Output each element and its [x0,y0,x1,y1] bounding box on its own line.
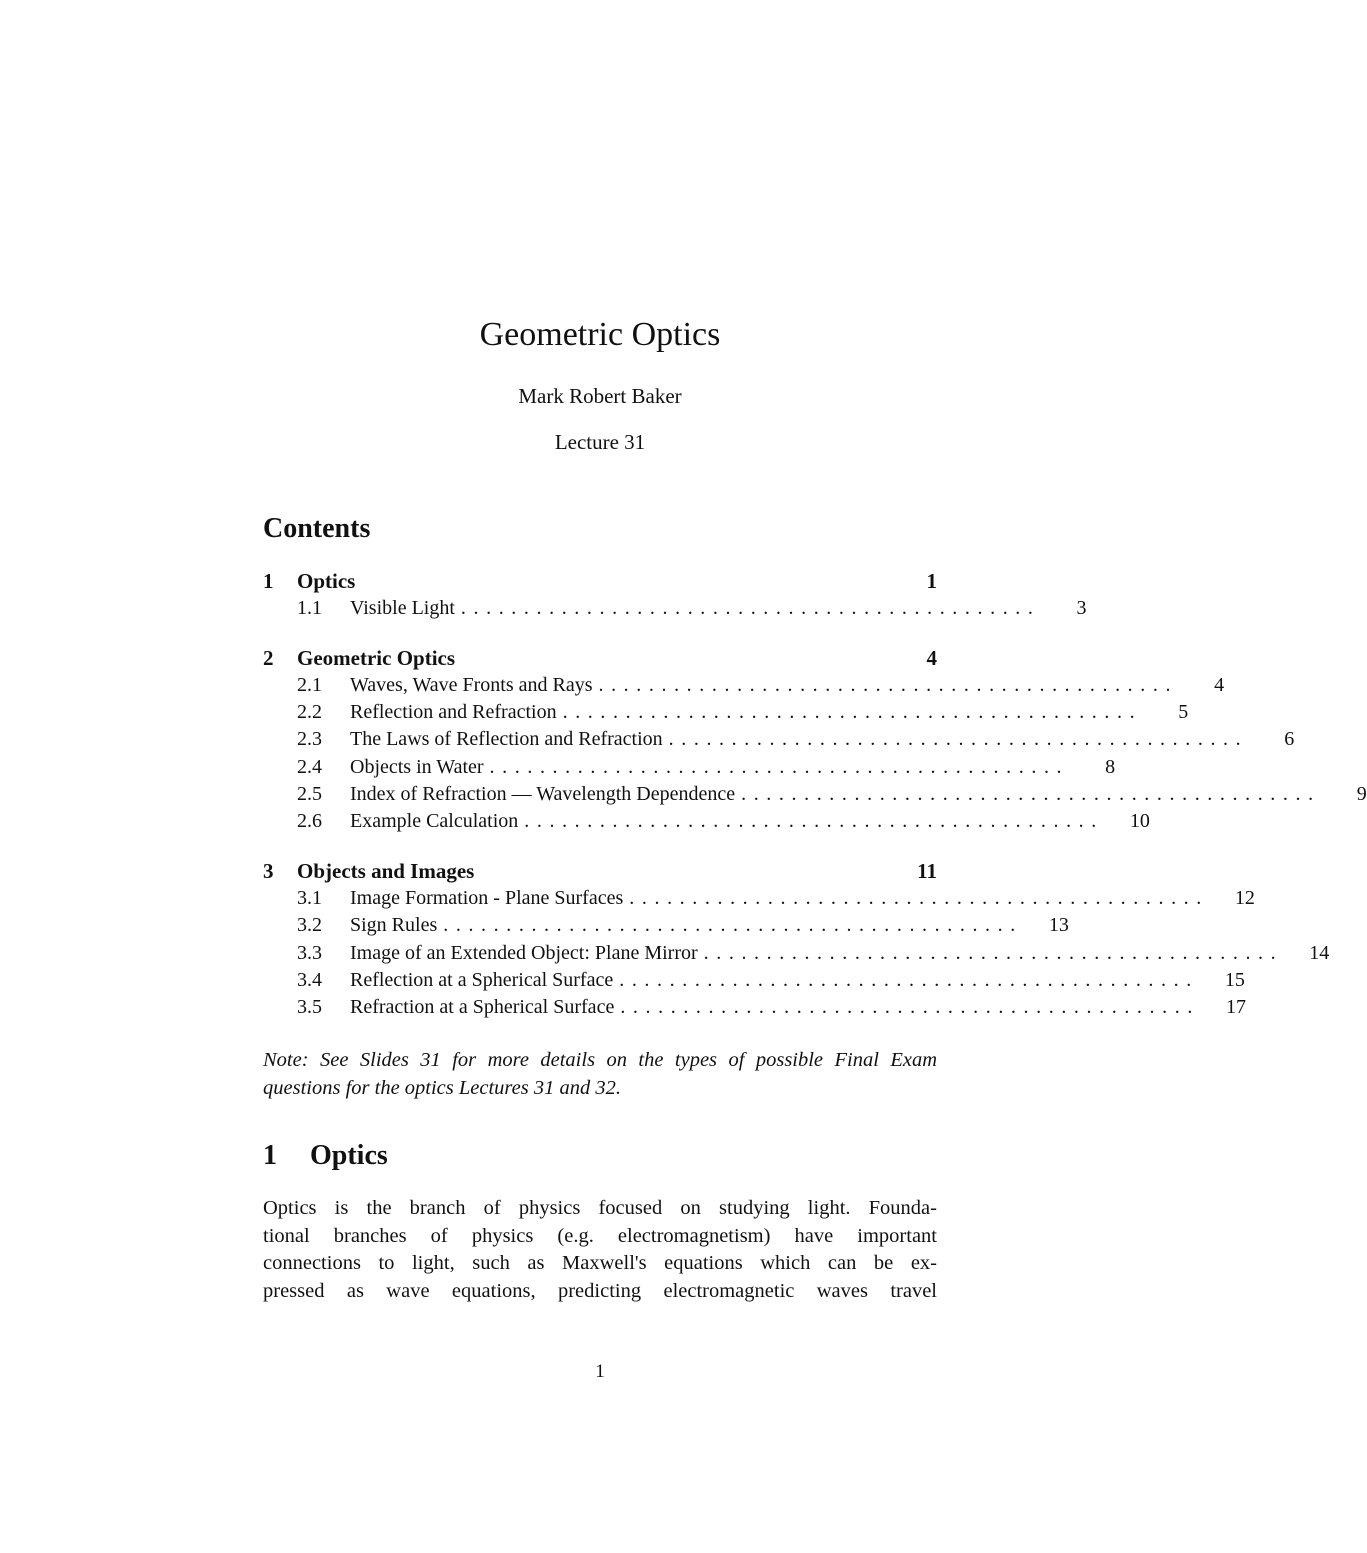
toc-leader-dots: .............................................. [619,968,1199,991]
toc-subsection-number: 2.6 [297,810,322,833]
toc-subsection-page: 14 [1309,941,1330,964]
toc-subsection[interactable] [263,781,1367,808]
toc-subsection-label: Visible Light [350,597,455,619]
toc-subsection-label: Reflection and Refraction [350,701,557,724]
document-title: Geometric Optics [479,316,721,353]
toc-subsection-label: Waves, Wave Fronts and Rays [350,673,593,696]
toc-leader-dots: .............................................. [443,914,1023,937]
toc-subsection-number: 2.1 [297,673,322,696]
toc-subsection-label: Objects in Water [350,755,484,778]
toc-section-page: 1 [926,569,937,593]
toc-leader-dots: .............................................. [620,996,1200,1019]
toc-subsection-page: 12 [1234,887,1255,910]
toc-leader-dots: .............................................. [741,782,1321,805]
toc-subsection-number: 2.3 [297,728,322,751]
toc-leader-dots: .............................................. [629,887,1209,910]
toc-section-label: Geometric Optics [297,645,456,670]
toc-subsection[interactable] [263,672,1225,699]
toc-leader-dots: .............................................. [598,673,1179,696]
toc-subsection[interactable] [263,595,1087,622]
toc-section-number: 2 [263,645,274,670]
paragraph-line: connections to light, such as Maxwell's equations which can be ex- [263,1252,937,1274]
toc-subsection-label: Image Formation - Plane Surfaces [350,887,624,910]
toc-subsection-page: 10 [1129,810,1150,833]
toc-subsection[interactable] [263,967,1245,994]
toc-leader-dots: .............................................. [562,701,1143,724]
toc-section-number: 1 [263,569,274,593]
section-heading [263,1138,388,1174]
toc-leader-dots: .............................................. [460,597,1041,619]
toc-subsection-number: 3.3 [297,941,322,964]
toc-section-number: 3 [263,859,274,884]
toc-subsection-page: 15 [1224,968,1245,991]
toc-subsection-page: 3 [1076,597,1087,619]
paragraph-line: Optics is the branch of physics focused on studying light. Founda- [263,1197,937,1219]
toc-subsection-page: 13 [1048,914,1069,937]
toc-subsection[interactable] [263,994,1246,1021]
toc-subsection-number: 3.4 [297,968,322,991]
toc-subsection-number: 2.5 [297,782,322,805]
toc-subsection-number: 2.4 [297,755,322,778]
toc-subsection[interactable] [263,808,1150,835]
toc-leader-dots: .............................................. [703,941,1284,964]
toc-subsection[interactable] [263,912,1069,939]
contents-heading: Contents [263,513,371,544]
toc-subsection-number: 3.5 [297,996,322,1019]
paragraph-line: pressed as wave equations, predicting electromagnetic waves travel [263,1279,937,1302]
body-paragraph [263,1195,937,1305]
toc-subsection-page: 6 [1284,728,1295,751]
toc-subsection-page: 9 [1356,782,1367,805]
toc-subsection-label: Index of Refraction — Wavelength Dependence [350,782,736,805]
toc-section-page: 4 [926,645,937,670]
toc-section[interactable] [263,857,937,885]
toc-subsection-page: 17 [1225,996,1246,1019]
section-title: Optics [310,1140,388,1171]
toc-subsection-number: 3.2 [297,914,322,937]
toc-leader-dots: .............................................. [668,728,1249,751]
document-author: Mark Robert Baker [518,384,682,408]
toc-subsection-number: 1.1 [297,597,322,619]
toc-subsection-label: Sign Rules [350,914,438,937]
toc-subsection[interactable] [263,726,1295,753]
exam-note: Note: See Slides 31 for more details on the types of possible Final Exam questions for the optics Lectures 31 and 32. [263,1049,937,1099]
toc-subsection-label: Example Calculation [350,810,519,833]
toc-subsection-number: 2.2 [297,701,322,724]
page-number: 1 [595,1361,605,1382]
toc-subsection-page: 8 [1105,755,1116,778]
table-of-contents [263,567,1367,1022]
toc-section[interactable] [263,644,937,672]
section-number: 1 [263,1140,277,1171]
toc-section-label: Optics [297,569,356,593]
toc-subsection-label: Refraction at a Spherical Surface [350,996,615,1019]
toc-subsection[interactable] [263,754,1116,781]
toc-leader-dots: .............................................. [489,755,1070,778]
toc-section[interactable] [263,567,937,595]
toc-subsection[interactable] [263,940,1330,967]
toc-subsection-page: 4 [1214,673,1225,696]
paragraph-line: tional branches of physics (e.g. electromagnetism) have important [263,1224,937,1247]
toc-section-label: Objects and Images [297,859,475,884]
toc-subsection-label: Reflection at a Spherical Surface [350,968,614,991]
toc-subsection[interactable] [263,699,1189,726]
toc-subsection[interactable] [263,885,1255,912]
toc-section-page: 11 [917,859,937,884]
document-lecture: Lecture 31 [554,430,646,454]
toc-subsection-label: The Laws of Reflection and Refraction [350,728,663,751]
toc-subsection-label: Image of an Extended Object: Plane Mirror [350,941,698,964]
toc-subsection-page: 5 [1178,701,1189,724]
toc-subsection-number: 3.1 [297,887,322,910]
toc-leader-dots: .............................................. [524,810,1104,833]
